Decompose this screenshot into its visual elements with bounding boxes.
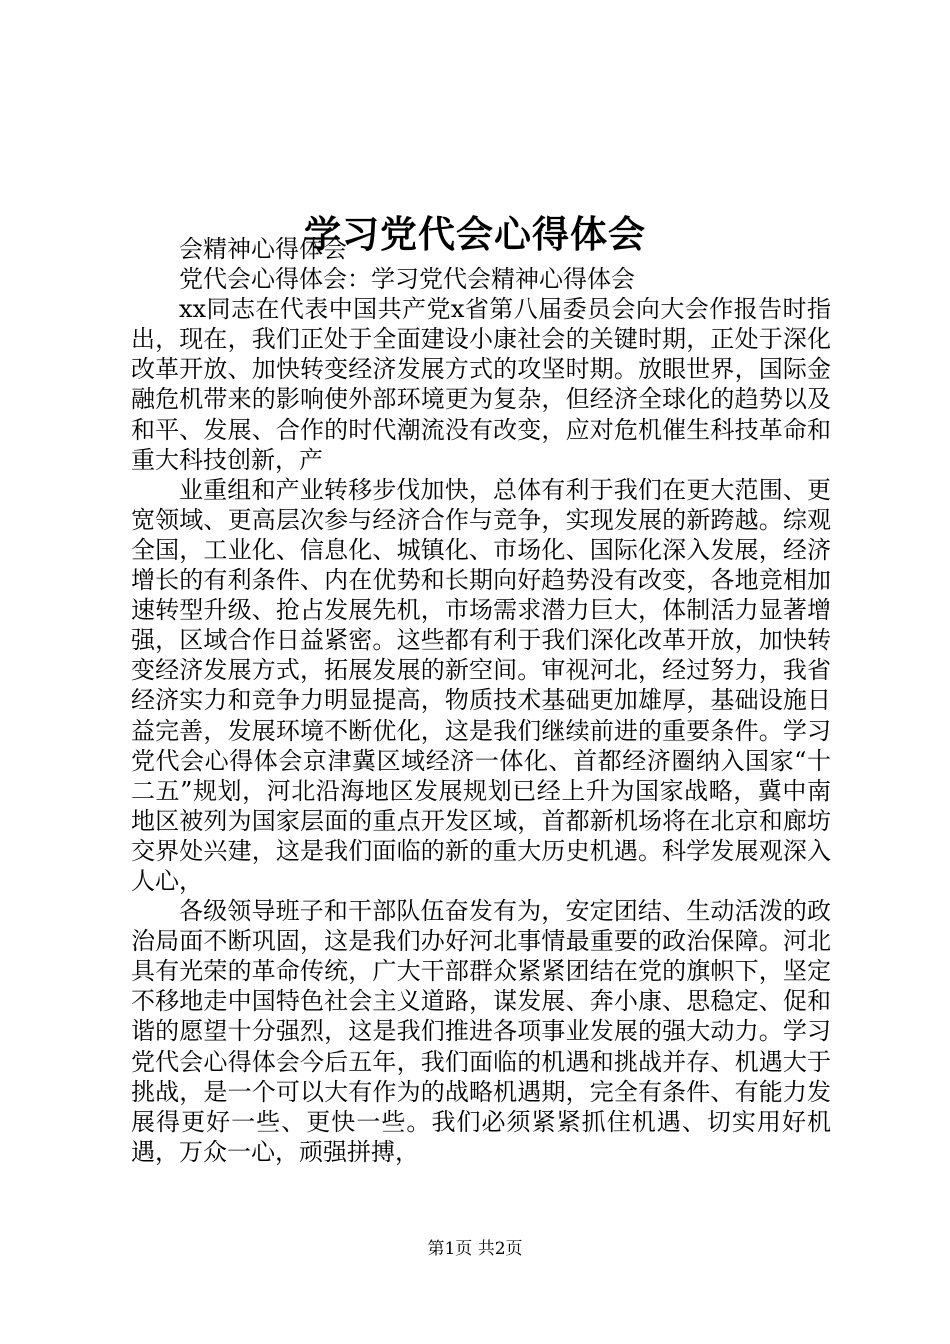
paragraph: 业重组和产业转移步伐加快，总体有利于我们在更大范围、更宽领域、更高层次参与经济合作与竞争，实现发展的新跨越。综观全国，工业化、信息化、城镇化、市场化、国际化深入发展，经济增长的有利条件、内在优势和长期向好趋势没有改变，各地竞相加速转型升级、抢占发展先机，市场需求潜力巨大，体制活力显著增强，区域合作日益紧密。这些都有利于我们深化改革开放，加快转变经济发展方式，拓展发展的新空间。审视河北，经过努力，我省经济实力和竞争力明显提高，物质技术基础更加雄厚，基础设施日益完善，发展环境不断优化，这是我们继续前进的重要条件。学习党代会心得体会京津冀区域经济一体化、首都经济圈纳入国家“十二五”规划，河北沿海地区发展规划已经上升为国家战略，冀中南地区被列为国家层面的重点开发区域，首都新机场将在北京和廊坊交界处兴建，这是我们面临的新的重大历史机遇。科学发展观深入人心， (131, 475, 831, 895)
paragraph: 会精神心得体会 (179, 235, 347, 263)
document-body (131, 234, 831, 1167)
page-footer: 第1页 共2页 (427, 1239, 523, 1259)
paragraph: xx同志在代表中国共产党x省第八届委员会向大会作报告时指出，现在，我们正处于全面建设小康社会的关键时期，正处于深化改革开放、加快转变经济发展方式的攻坚时期。放眼世界，国际金融危机带来的影响使外部环境更为复杂，但经济全球化的趋势以及和平、发展、合作的时代潮流没有改变，应对危机催生科技革命和重大科技创新，产 (131, 295, 831, 474)
paragraph: 各级领导班子和干部队伍奋发有为，安定团结、生动活泼的政治局面不断巩固，这是我们办好河北事情最重要的政治保障。河北具有光荣的革命传统，广大干部群众紧紧团结在党的旗帜下，坚定不移地走中国特色社会主义道路，谋发展、奔小康、思稳定、促和谐的愿望十分强烈，这是我们推进各项事业发展的强大动力。学习党代会心得体会今后五年，我们面临的机遇和挑战并存、机遇大于挑战，是一个可以大有作为的战略机遇期，完全有条件、有能力发展得更好一些、更快一些。我们必须紧紧抓住机遇、切实用好机遇，万众一心，顽强拼搏， (131, 897, 831, 1166)
document-title: 学习党代会心得体会 (304, 211, 646, 256)
paragraph: 党代会心得体会：学习党代会精神心得体会 (179, 265, 635, 294)
